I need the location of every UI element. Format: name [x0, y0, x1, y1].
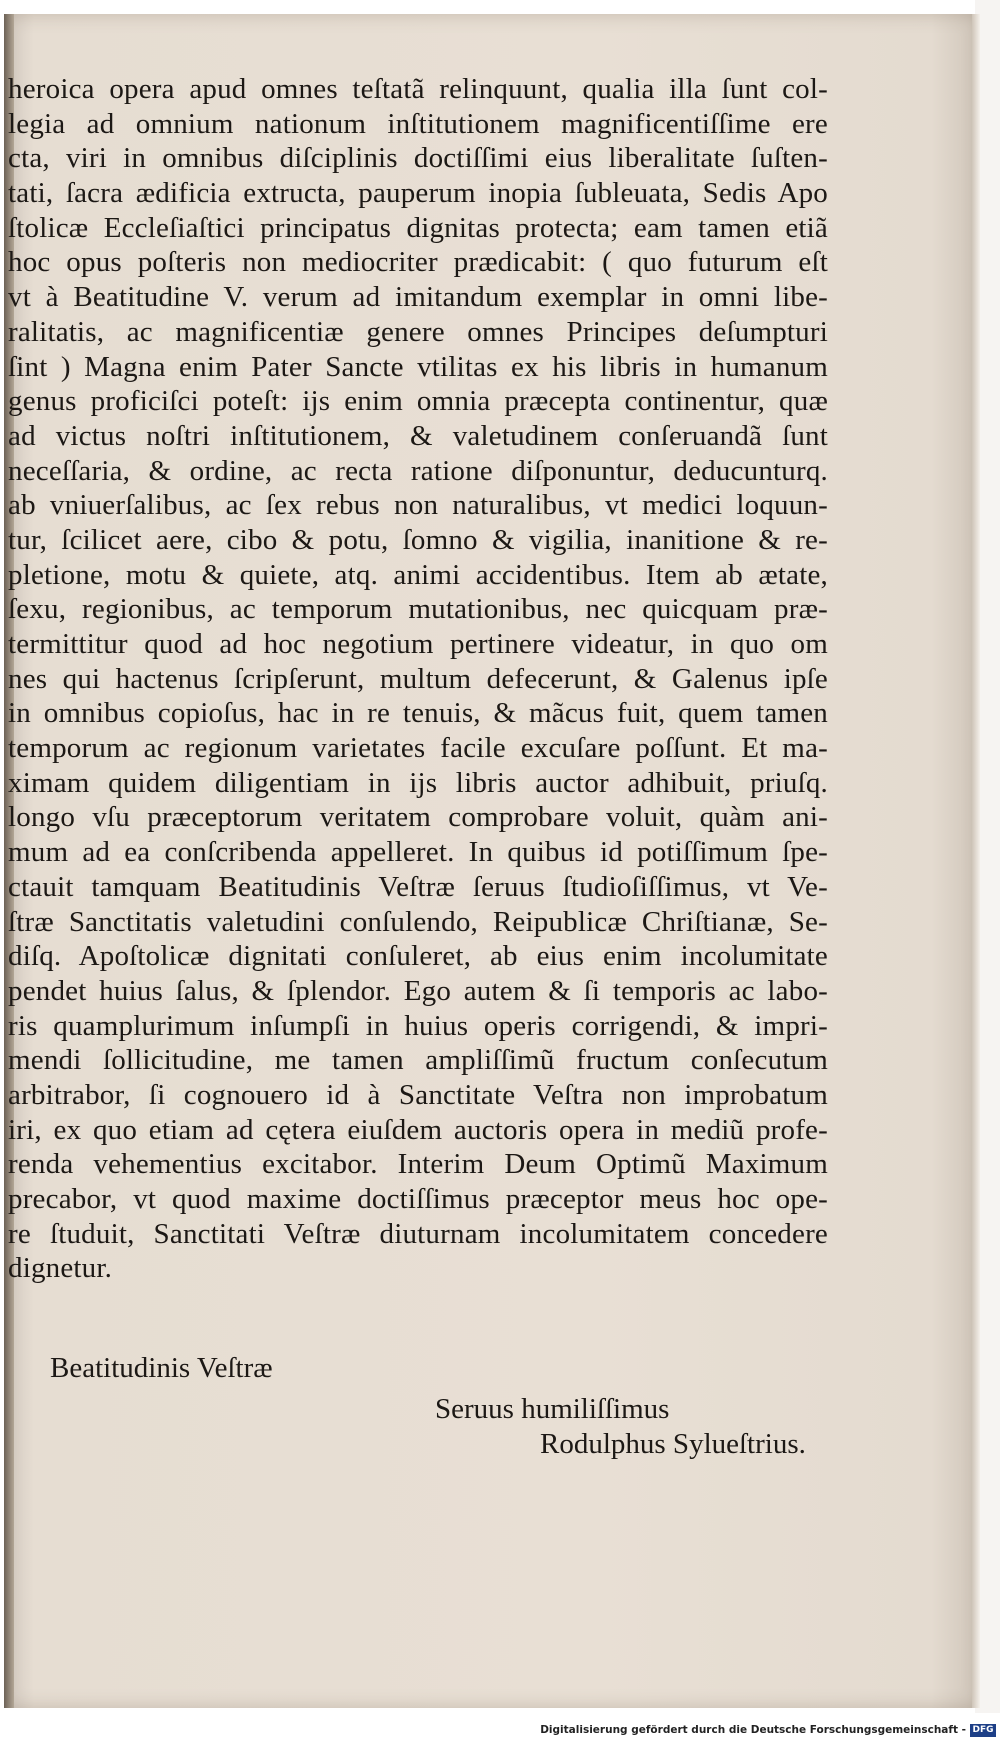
- dfg-logo: DFG: [970, 1724, 996, 1737]
- text-line: ſtolicæ Eccleſiaſtici principatus dignitas protecta; eam tamen etiã: [8, 211, 828, 244]
- text-line: ad victus noſtri inſtitutionem, & valetudinem conſeruandã ſunt: [8, 419, 828, 452]
- text-line: ſtræ Sanctitatis valetudini conſulendo, Reipublicæ Chriſtianæ, Se-: [8, 905, 828, 938]
- text-line: ximam quidem diligentiam in ijs libris auctor adhibuit, priuſq.: [8, 766, 828, 799]
- author-signature: Rodulphus Sylueſtrius.: [540, 1428, 806, 1460]
- text-line: mendi ſollicitudine, me tamen ampliſſimũ fructum conſecutum: [8, 1044, 828, 1077]
- text-line: ctauit tamquam Beatitudinis Veſtræ ſeruus ſtudioſiſſimus, vt Ve-: [8, 870, 828, 903]
- text-line: vt à Beatitudine V. verum ad imitandum exemplar in omni libe-: [8, 281, 828, 314]
- text-line: ſint ) Magna enim Pater Sancte vtilitas ex his libris in humanum: [8, 350, 828, 383]
- text-line: dignetur.: [8, 1252, 113, 1285]
- text-line: termittitur quod ad hoc negotium pertinere videatur, in quo om: [8, 628, 828, 660]
- page-edge: [972, 14, 980, 1708]
- text-line: iri, ex quo etiam ad cętera eiuſdem auctoris opera in mediũ profe-: [8, 1113, 828, 1146]
- text-line: neceſſaria, & ordine, ac recta ratione diſponuntur, deducunturq.: [8, 454, 828, 487]
- text-line: ris quamplurimum inſumpſi in huius operis corrigendi, & impri-: [8, 1009, 828, 1042]
- text-line: tur, ſcilicet aere, cibo & potu, ſomno & vigilia, inanitione & re-: [8, 523, 828, 556]
- text-line: diſq. Apoſtolicæ dignitati conſuleret, ab eius enim incolumitate: [8, 940, 828, 973]
- text-line: heroica opera apud omnes teſtatã relinquunt, qualia illa ſunt col-: [8, 73, 828, 105]
- text-line: precabor, vt quod maxime doctiſſimus præceptor meus hoc ope-: [8, 1183, 828, 1215]
- body-text: [8, 72, 828, 1286]
- text-line: pletione, motu & quiete, atq. animi accidentibus. Item ab ætate,: [8, 558, 828, 591]
- text-line: re ſtuduit, Sanctitati Veſtræ diuturnam incolumitatem concedere: [8, 1217, 828, 1250]
- text-line: hoc opus poſteris non mediocriter prædicabit: ( quo futurum eſt: [8, 246, 828, 279]
- text-line: cta, viri in omnibus diſciplinis doctiſſimi eius liberalitate ſuſten-: [8, 142, 828, 175]
- text-line: temporum ac regionum varietates facile excuſare poſſunt. Et ma-: [8, 732, 828, 765]
- text-line: renda vehementius excitabor. Interim Deum Optimũ Maximum: [8, 1148, 828, 1181]
- text-line: mum ad ea conſcribenda appelleret. In quibus id potiſſimum ſpe-: [8, 836, 828, 869]
- text-line: tati, ſacra ædificia extructa, pauperum inopia ſubleuata, Sedis Apo: [8, 177, 828, 210]
- closing-salutation: Beatitudinis Veſtræ: [50, 1352, 273, 1384]
- text-line: legia ad omnium nationum inſtitutionem magnificentiſſime ere: [8, 107, 828, 140]
- text-line: genus proficiſci poteſt: ijs enim omnia præcepta continentur, quæ: [8, 385, 828, 418]
- text-line: longo vſu præceptorum veritatem comprobare voluit, quàm ani-: [8, 801, 828, 834]
- text-line: pendet huius ſalus, & ſplendor. Ego autem & ſi temporis ac labo-: [8, 974, 828, 1007]
- text-line: ſexu, regionibus, ac temporum mutationibus, nec quicquam præ-: [8, 593, 828, 626]
- text-line: ralitatis, ac magnificentiæ genere omnes Principes deſumpturi: [8, 315, 828, 348]
- text-line: arbitrabor, ſi cognouero id à Sanctitate Veſtra non improbatum: [8, 1078, 828, 1111]
- text-line: ab vniuerſalibus, ac ſex rebus non naturalibus, vt medici loquun-: [8, 489, 828, 522]
- funding-credit: Digitalisierung gefördert durch die Deutsche Forschungsgemeinschaft -: [540, 1724, 966, 1736]
- closing-servus: Seruus humiliſſimus: [435, 1393, 670, 1425]
- text-line: in omnibus copioſus, hac in re tenuis, & mãcus fuit, quem tamen: [8, 697, 828, 730]
- text-line: nes qui hactenus ſcripſerunt, multum defecerunt, & Galenus ipſe: [8, 662, 828, 695]
